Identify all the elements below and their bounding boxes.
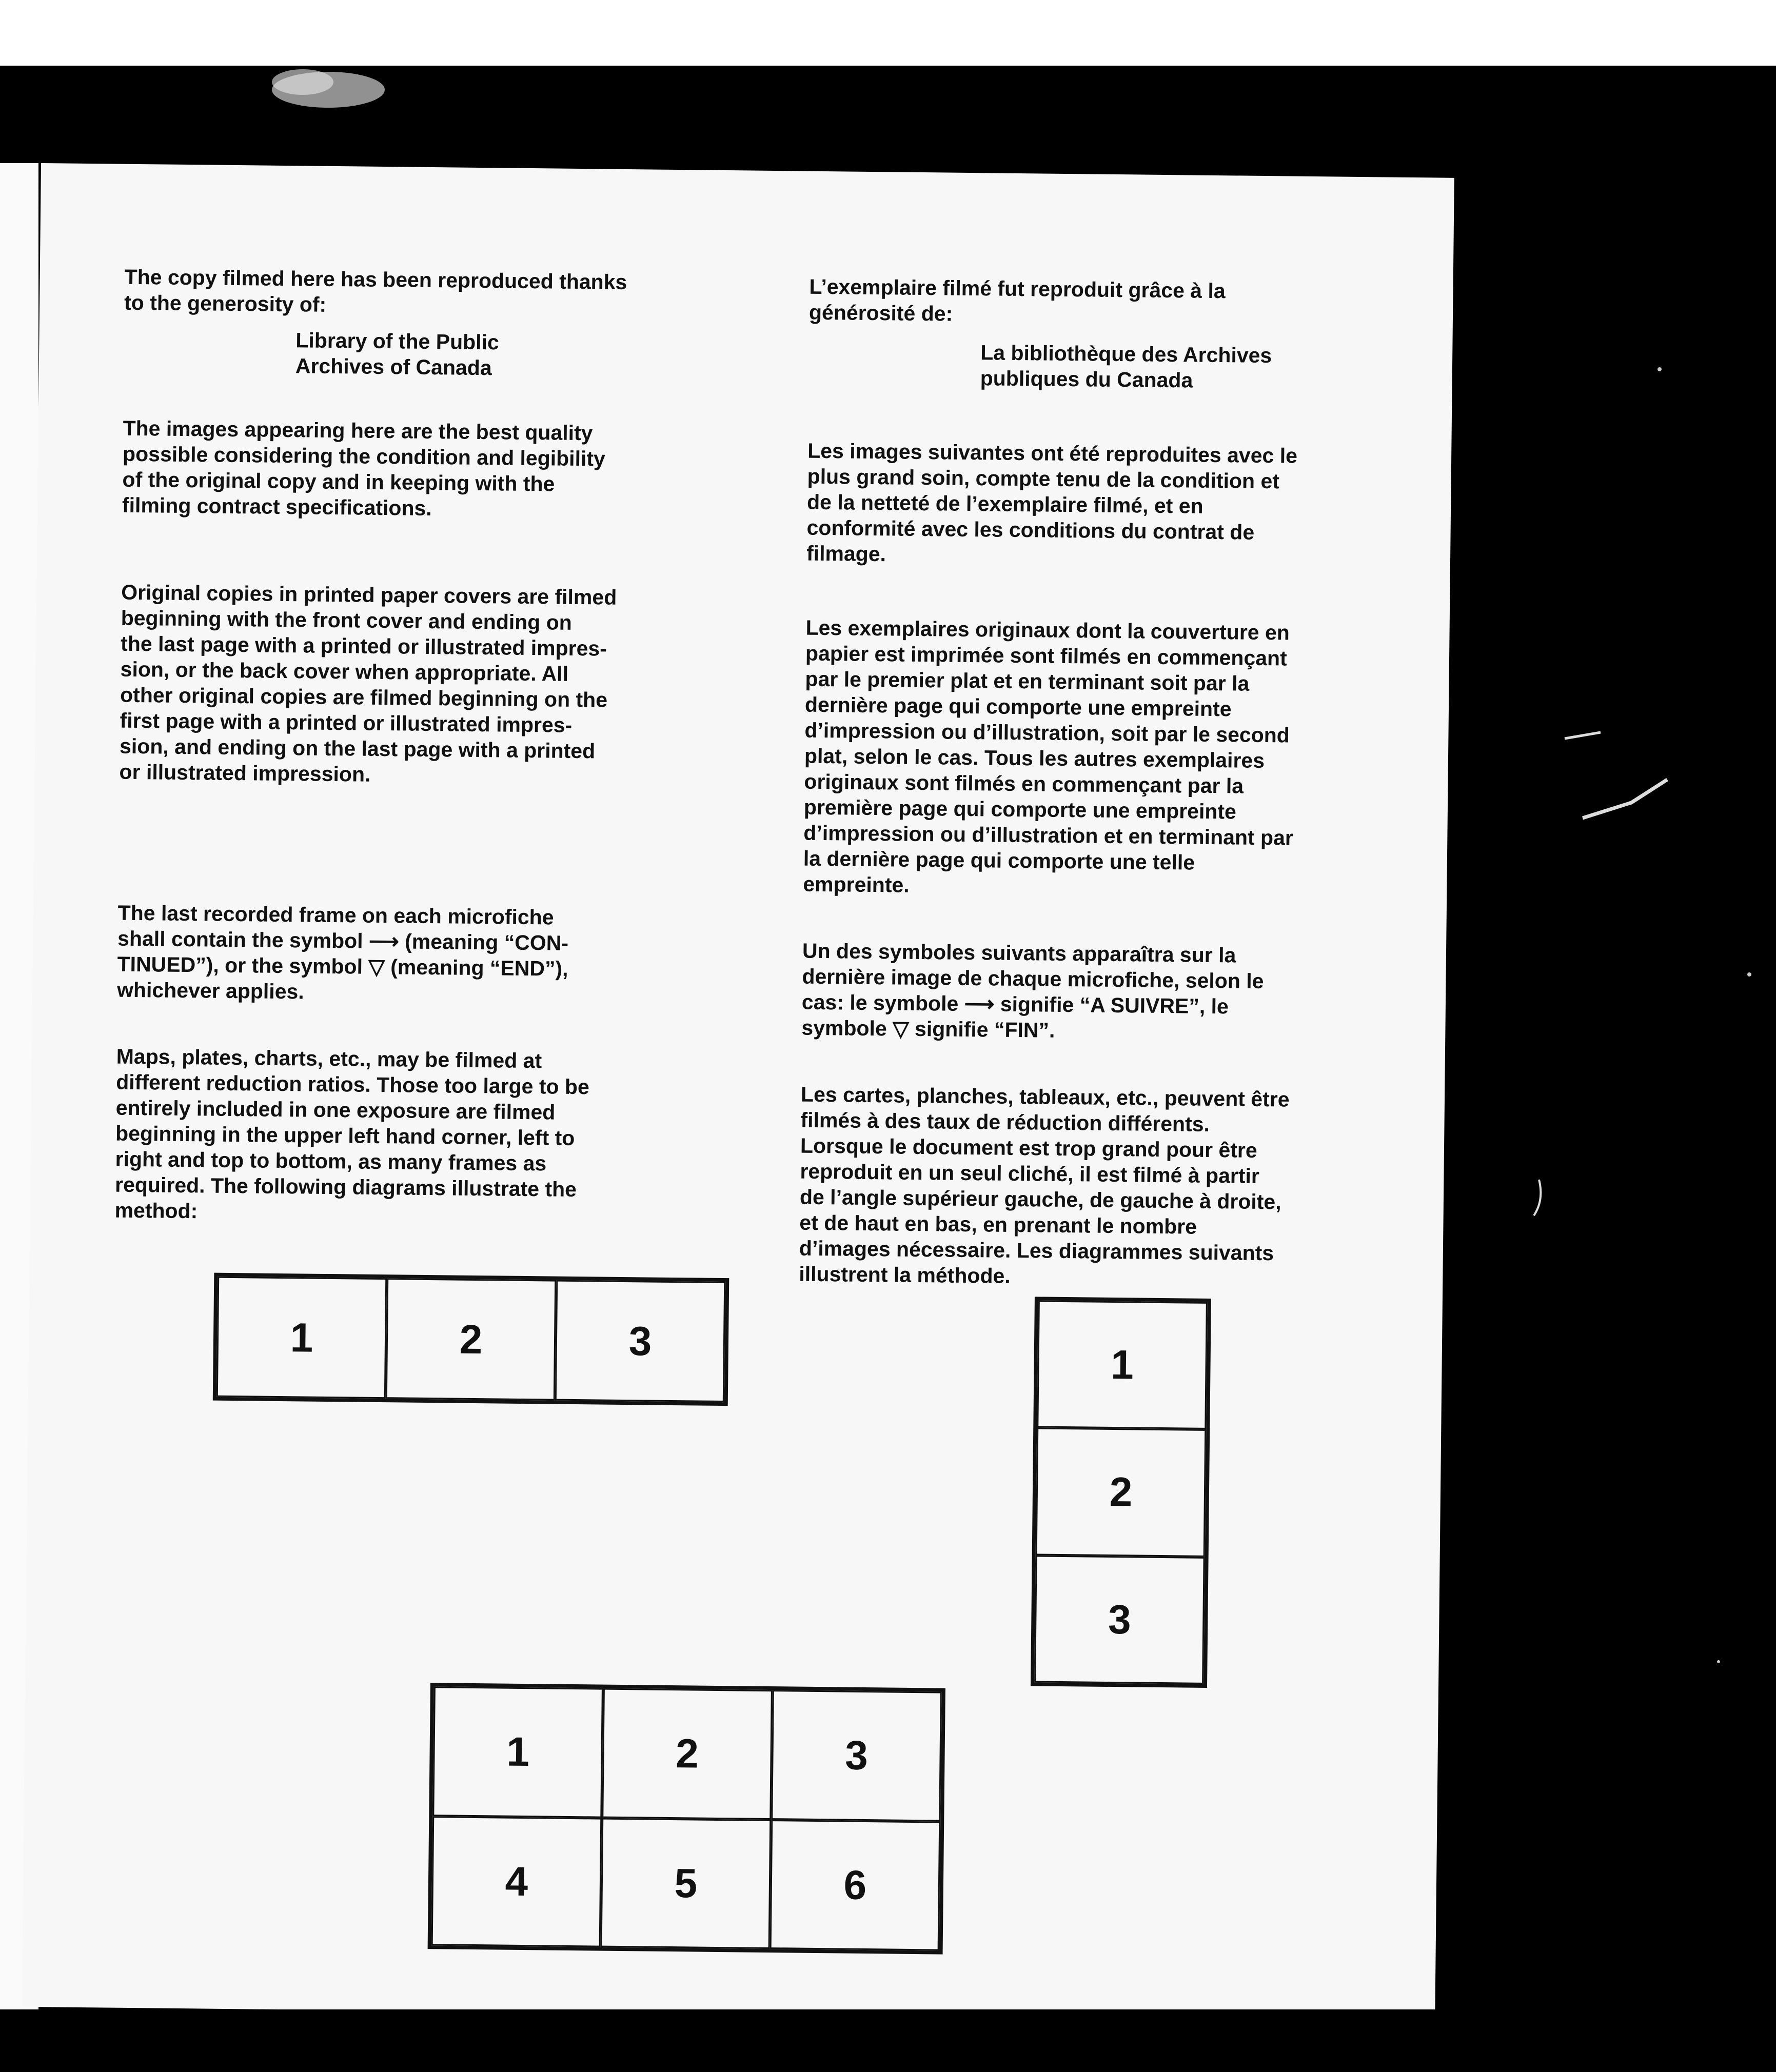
diagram-cell: 2 xyxy=(1036,1428,1207,1557)
diagram-cell: 3 xyxy=(555,1280,725,1402)
diagram-column xyxy=(1031,1297,1211,1688)
diagram-cell: 3 xyxy=(1034,1555,1205,1684)
diagram-row xyxy=(213,1273,729,1406)
french-quality-paragraph: Les images suivantes ont été reproduites avec le plus grand soin, compte tenu de la condition et de la netteté de l’exemplaire filmé, et en conformité avec les conditions du contrat de filmage. xyxy=(806,439,1298,566)
english-maps-paragraph: Maps, plates, charts, etc., may be filmed at different reduction ratios. Those too large to be entirely included in one exposure are filmed beginning in the upper left hand corner, left to right and top to bottom, as many frames as required. The following diagrams illustrate the method: xyxy=(114,1044,590,1223)
diagram-cell: 5 xyxy=(601,1818,772,1949)
diagram-cell: 2 xyxy=(602,1688,773,1820)
french-originals-paragraph: Les exemplaires originaux dont la couverture en papier est imprimée sont filmés en commençant par le premier plat et en terminant soit par la dernière page qui comporte une empreinte d’impression ou d’illustration, soit par le second plat, selon le cas. Tous les autres exemplaires originaux sont filmés en commençant par la première page qui comporte une empreinte d’impression ou d’illustration et en terminant par la dernière page qui comporte une telle empreinte. xyxy=(803,615,1294,897)
diagram-cell: 1 xyxy=(1037,1300,1208,1429)
english-symbols-paragraph: The last recorded frame on each microfiche shall contain the symbol ⟶ (meaning “CON- TINUED”), or the symbol ▽ (meaning “END”), whichever applies. xyxy=(116,901,569,1004)
french-credit-intro: L’exemplaire filmé fut reproduit grâce à la générosité de: xyxy=(808,274,1226,326)
diagram-cell: 4 xyxy=(431,1816,602,1947)
diagram-cell: 3 xyxy=(771,1690,942,1821)
document-page xyxy=(22,163,1454,2022)
english-column xyxy=(114,264,761,1230)
english-quality-paragraph: The images appearing here are the best quality possible considering the condition and legibility of the original copy and in keeping with the filming contract specifications. xyxy=(122,416,606,521)
french-credit-name: La bibliothèque des Archives publiques du Canada xyxy=(980,341,1272,392)
english-credit-name: Library of the Public Archives of Canada xyxy=(295,328,500,380)
diagram-cell: 6 xyxy=(770,1820,941,1951)
diagram-cell: 1 xyxy=(432,1686,603,1818)
bottom-border xyxy=(0,2009,1776,2072)
english-originals-paragraph: Original copies in printed paper covers are filmed beginning with the front cover and ending on the last page with a printed or illustrated impres- sion, or the back cover when appropriate. All other original copies are filmed beginning on the first page with a printed or illustrated impres- sion, and ending on the last page with a printed or illustrated impression. xyxy=(119,580,617,786)
english-credit-intro: The copy filmed here has been reproduced thanks to the generosity of: xyxy=(124,265,627,316)
french-column xyxy=(799,274,1446,1293)
diagram-cell: 1 xyxy=(216,1277,387,1399)
diagram-grid xyxy=(428,1683,945,1954)
french-maps-paragraph: Les cartes, planches, tableaux, etc., peuvent être filmés à des taux de réduction différents. Lorsque le document est trop grand pour être reproduit en un seul cliché, il est filmé à partir de l’angle supérieur gauche, de gauche à droite, et de haut en bas, en prenant le nombre d’images nécessaire. Les diagrammes suivants illustrent la méthode. xyxy=(799,1082,1290,1288)
french-symbols-paragraph: Un des symboles suivants apparaîtra sur la dernière image de chaque microfiche, selon le cas: le symbole ⟶ signifie “A SUIVRE”, le symbole ▽ signifie “FIN”. xyxy=(801,939,1264,1042)
diagram-cell: 2 xyxy=(386,1278,556,1400)
